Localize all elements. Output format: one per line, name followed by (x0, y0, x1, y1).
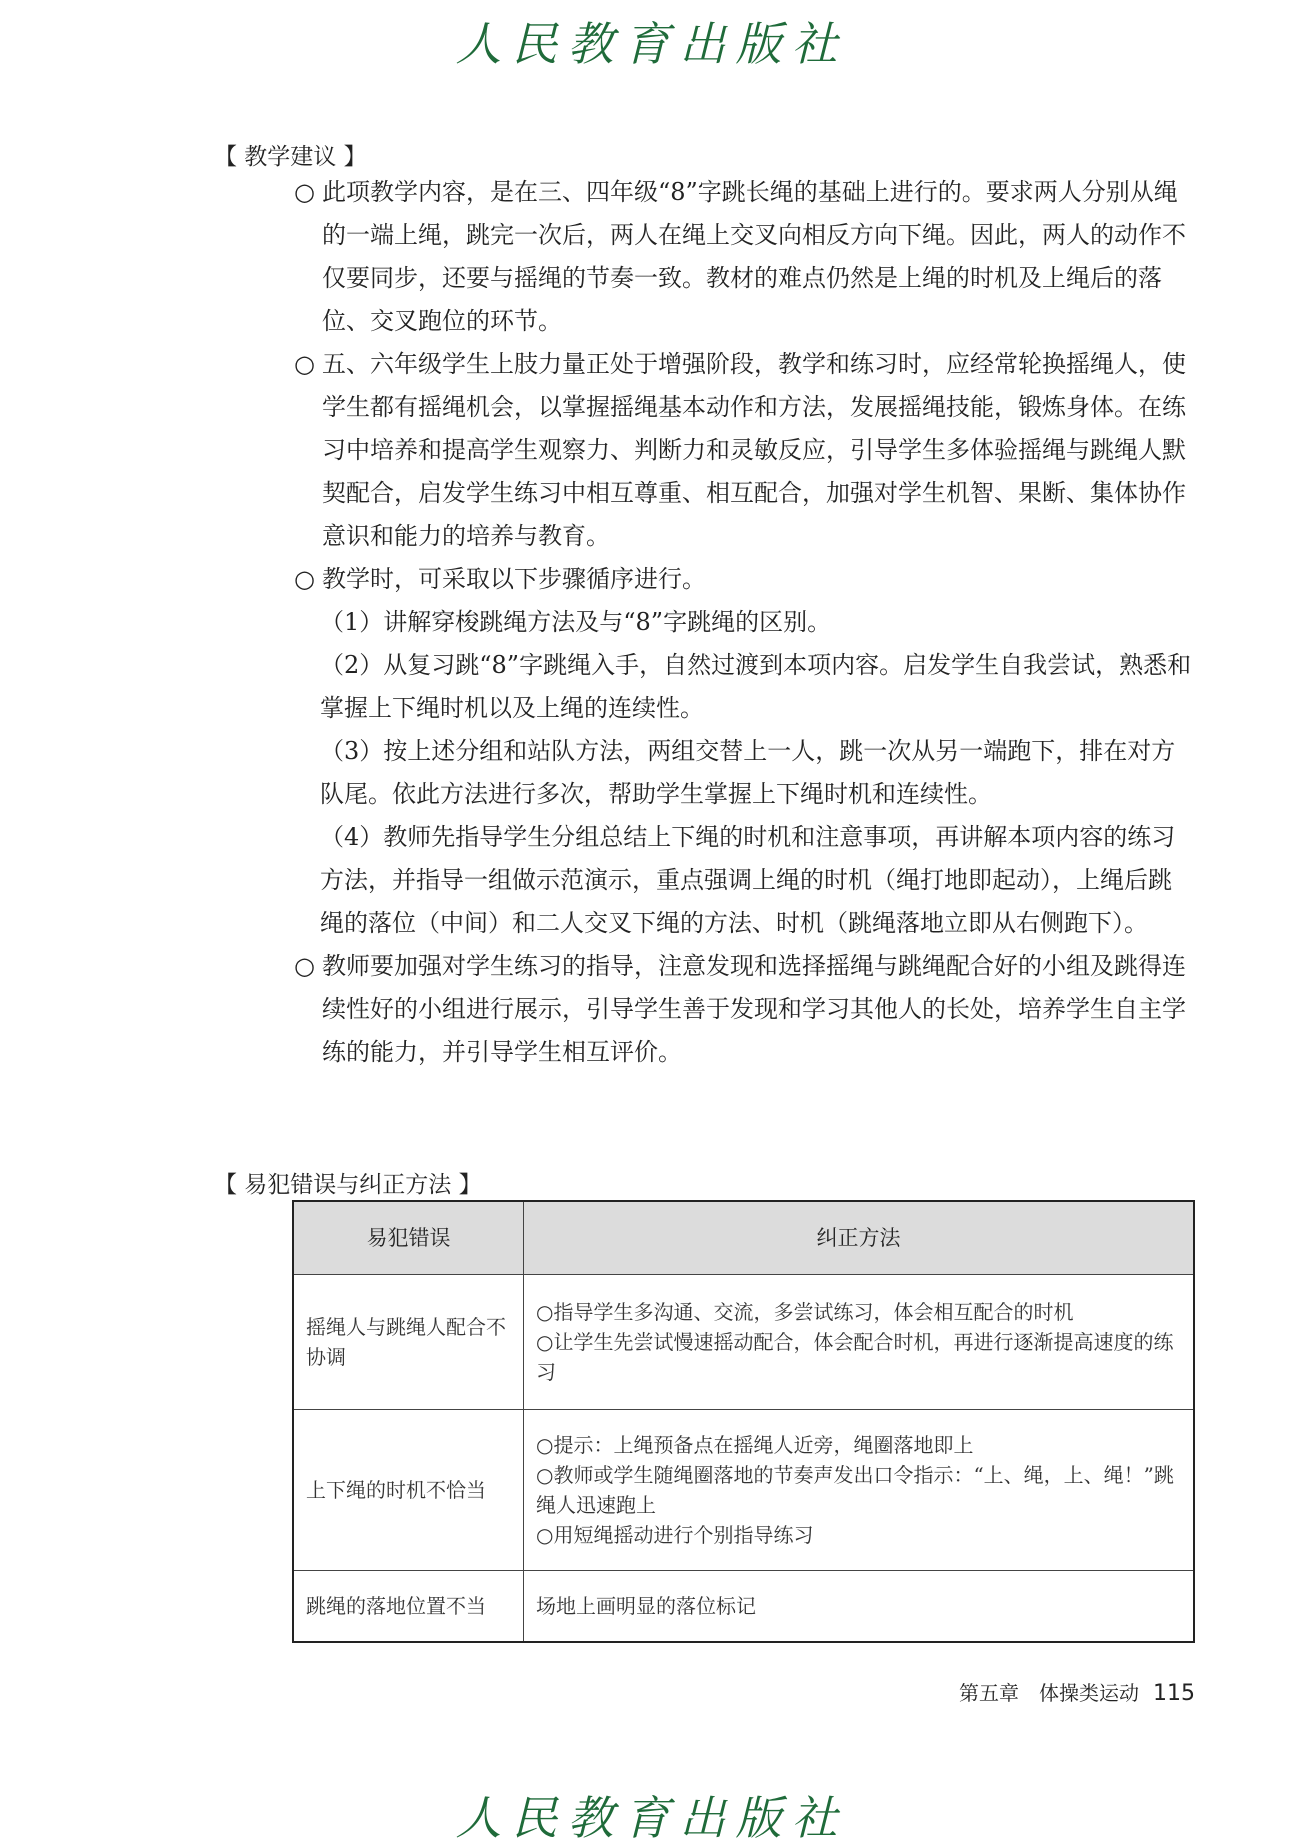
fix-line: ○教师或学生随绳圈落地的节奏声发出口令指示：“上、绳，上、绳！”跳绳人迅速跑上 (536, 1463, 1174, 1517)
chapter-label: 第五章 体操类运动 (959, 1681, 1139, 1705)
error-cell: 上下绳的时机不恰当 (293, 1410, 524, 1571)
table-row (293, 1275, 1194, 1410)
header-error: 易犯错误 (293, 1201, 524, 1275)
step-item: （4）教师先指导学生分组总结上下绳的时机和注意事项，再讲解本项内容的练习方法，并指导一组做示范演示，重点强调上绳的时机（绳打地即起动），上绳后跳绳的落位（中间）和二人交叉下绳的方法、时机（跳绳落地立即从右侧跑下）。 (320, 823, 1176, 937)
fix-line: ○用短绳摇动进行个别指导练习 (536, 1523, 814, 1547)
page-footer (900, 1677, 1195, 1706)
fix-line: ○提示：上绳预备点在摇绳人近旁，绳圈落地即上 (536, 1433, 974, 1457)
fix-cell (524, 1571, 1195, 1643)
teaching-advice-body (290, 171, 1195, 1074)
page-number: 115 (1153, 1681, 1195, 1706)
advice-paragraph (290, 558, 1195, 601)
circle-bullet-icon: ○ (294, 952, 315, 980)
circle-bullet-icon: ○ (294, 565, 315, 593)
advice-text: 教师要加强对学生练习的指导，注意发现和选择摇绳与跳绳配合好的小组及跳得连续性好的小组进行展示，引导学生善于发现和学习其他人的长处，培养学生自主学练的能力，并引导学生相互评价。 (322, 952, 1186, 1066)
step-item: （1）讲解穿梭跳绳方法及与“8”字跳绳的区别。 (320, 608, 832, 636)
fix-line: ○指导学生多沟通、交流，多尝试练习，体会相互配合的时机 (536, 1300, 1074, 1324)
step-item: （3）按上述分组和站队方法，两组交替上一人，跳一次从另一端跑下，排在对方队尾。依此方法进行多次，帮助学生掌握上下绳时机和连续性。 (320, 737, 1176, 808)
fix-cell (524, 1275, 1195, 1410)
advice-paragraph (290, 343, 1195, 558)
circle-bullet-icon: ○ (294, 350, 315, 378)
advice-text: 五、六年级学生上肢力量正处于增强阶段，教学和练习时，应经常轮换摇绳人，使学生都有摇绳机会，以掌握摇绳基本动作和方法，发展摇绳技能，锻炼身体。在练习中培养和提高学生观察力、判断力和灵敏反应，引导学生多体验摇绳与跳绳人默契配合，启发学生练习中相互尊重、相互配合，加强对学生机智、果断、集体协作意识和能力的培养与教育。 (322, 350, 1186, 550)
error-cell: 摇绳人与跳绳人配合不协调 (293, 1275, 524, 1410)
advice-text: 教学时，可采取以下步骤循序进行。 (322, 565, 706, 593)
table-row (293, 1571, 1194, 1643)
teaching-advice-title: 【 教学建议 】 (214, 144, 367, 170)
advice-paragraph (290, 945, 1195, 1074)
table-row (293, 1410, 1194, 1571)
publisher-logo-top: 人民教育出版社 (455, 17, 848, 71)
table-header-row (293, 1201, 1194, 1275)
error-cell: 跳绳的落地位置不当 (293, 1571, 524, 1643)
advice-text: 此项教学内容，是在三、四年级“8”字跳长绳的基础上进行的。要求两人分别从绳的一端上绳，跳完一次后，两人在绳上交叉向相反方向下绳。因此，两人的动作不仅要同步，还要与摇绳的节奏一致。教材的难点仍然是上绳的时机及上绳后的落位、交叉跑位的环节。 (322, 178, 1186, 335)
advice-paragraph (290, 171, 1195, 343)
fix-line: ○让学生先尝试慢速摇动配合，体会配合时机，再进行逐渐提高速度的练习 (536, 1330, 1174, 1384)
header-fix: 纠正方法 (524, 1201, 1195, 1275)
step-item: （2）从复习跳“8”字跳绳入手，自然过渡到本项内容。启发学生自我尝试，熟悉和掌握上下绳时机以及上绳的连续性。 (320, 651, 1192, 722)
errors-title: 【 易犯错误与纠正方法 】 (214, 1172, 482, 1198)
fix-cell (524, 1410, 1195, 1571)
circle-bullet-icon: ○ (294, 178, 315, 206)
fix-line: 场地上画明显的落位标记 (536, 1594, 756, 1618)
errors-table (292, 1200, 1195, 1643)
publisher-logo-bottom: 人民教育出版社 (455, 1791, 848, 1845)
